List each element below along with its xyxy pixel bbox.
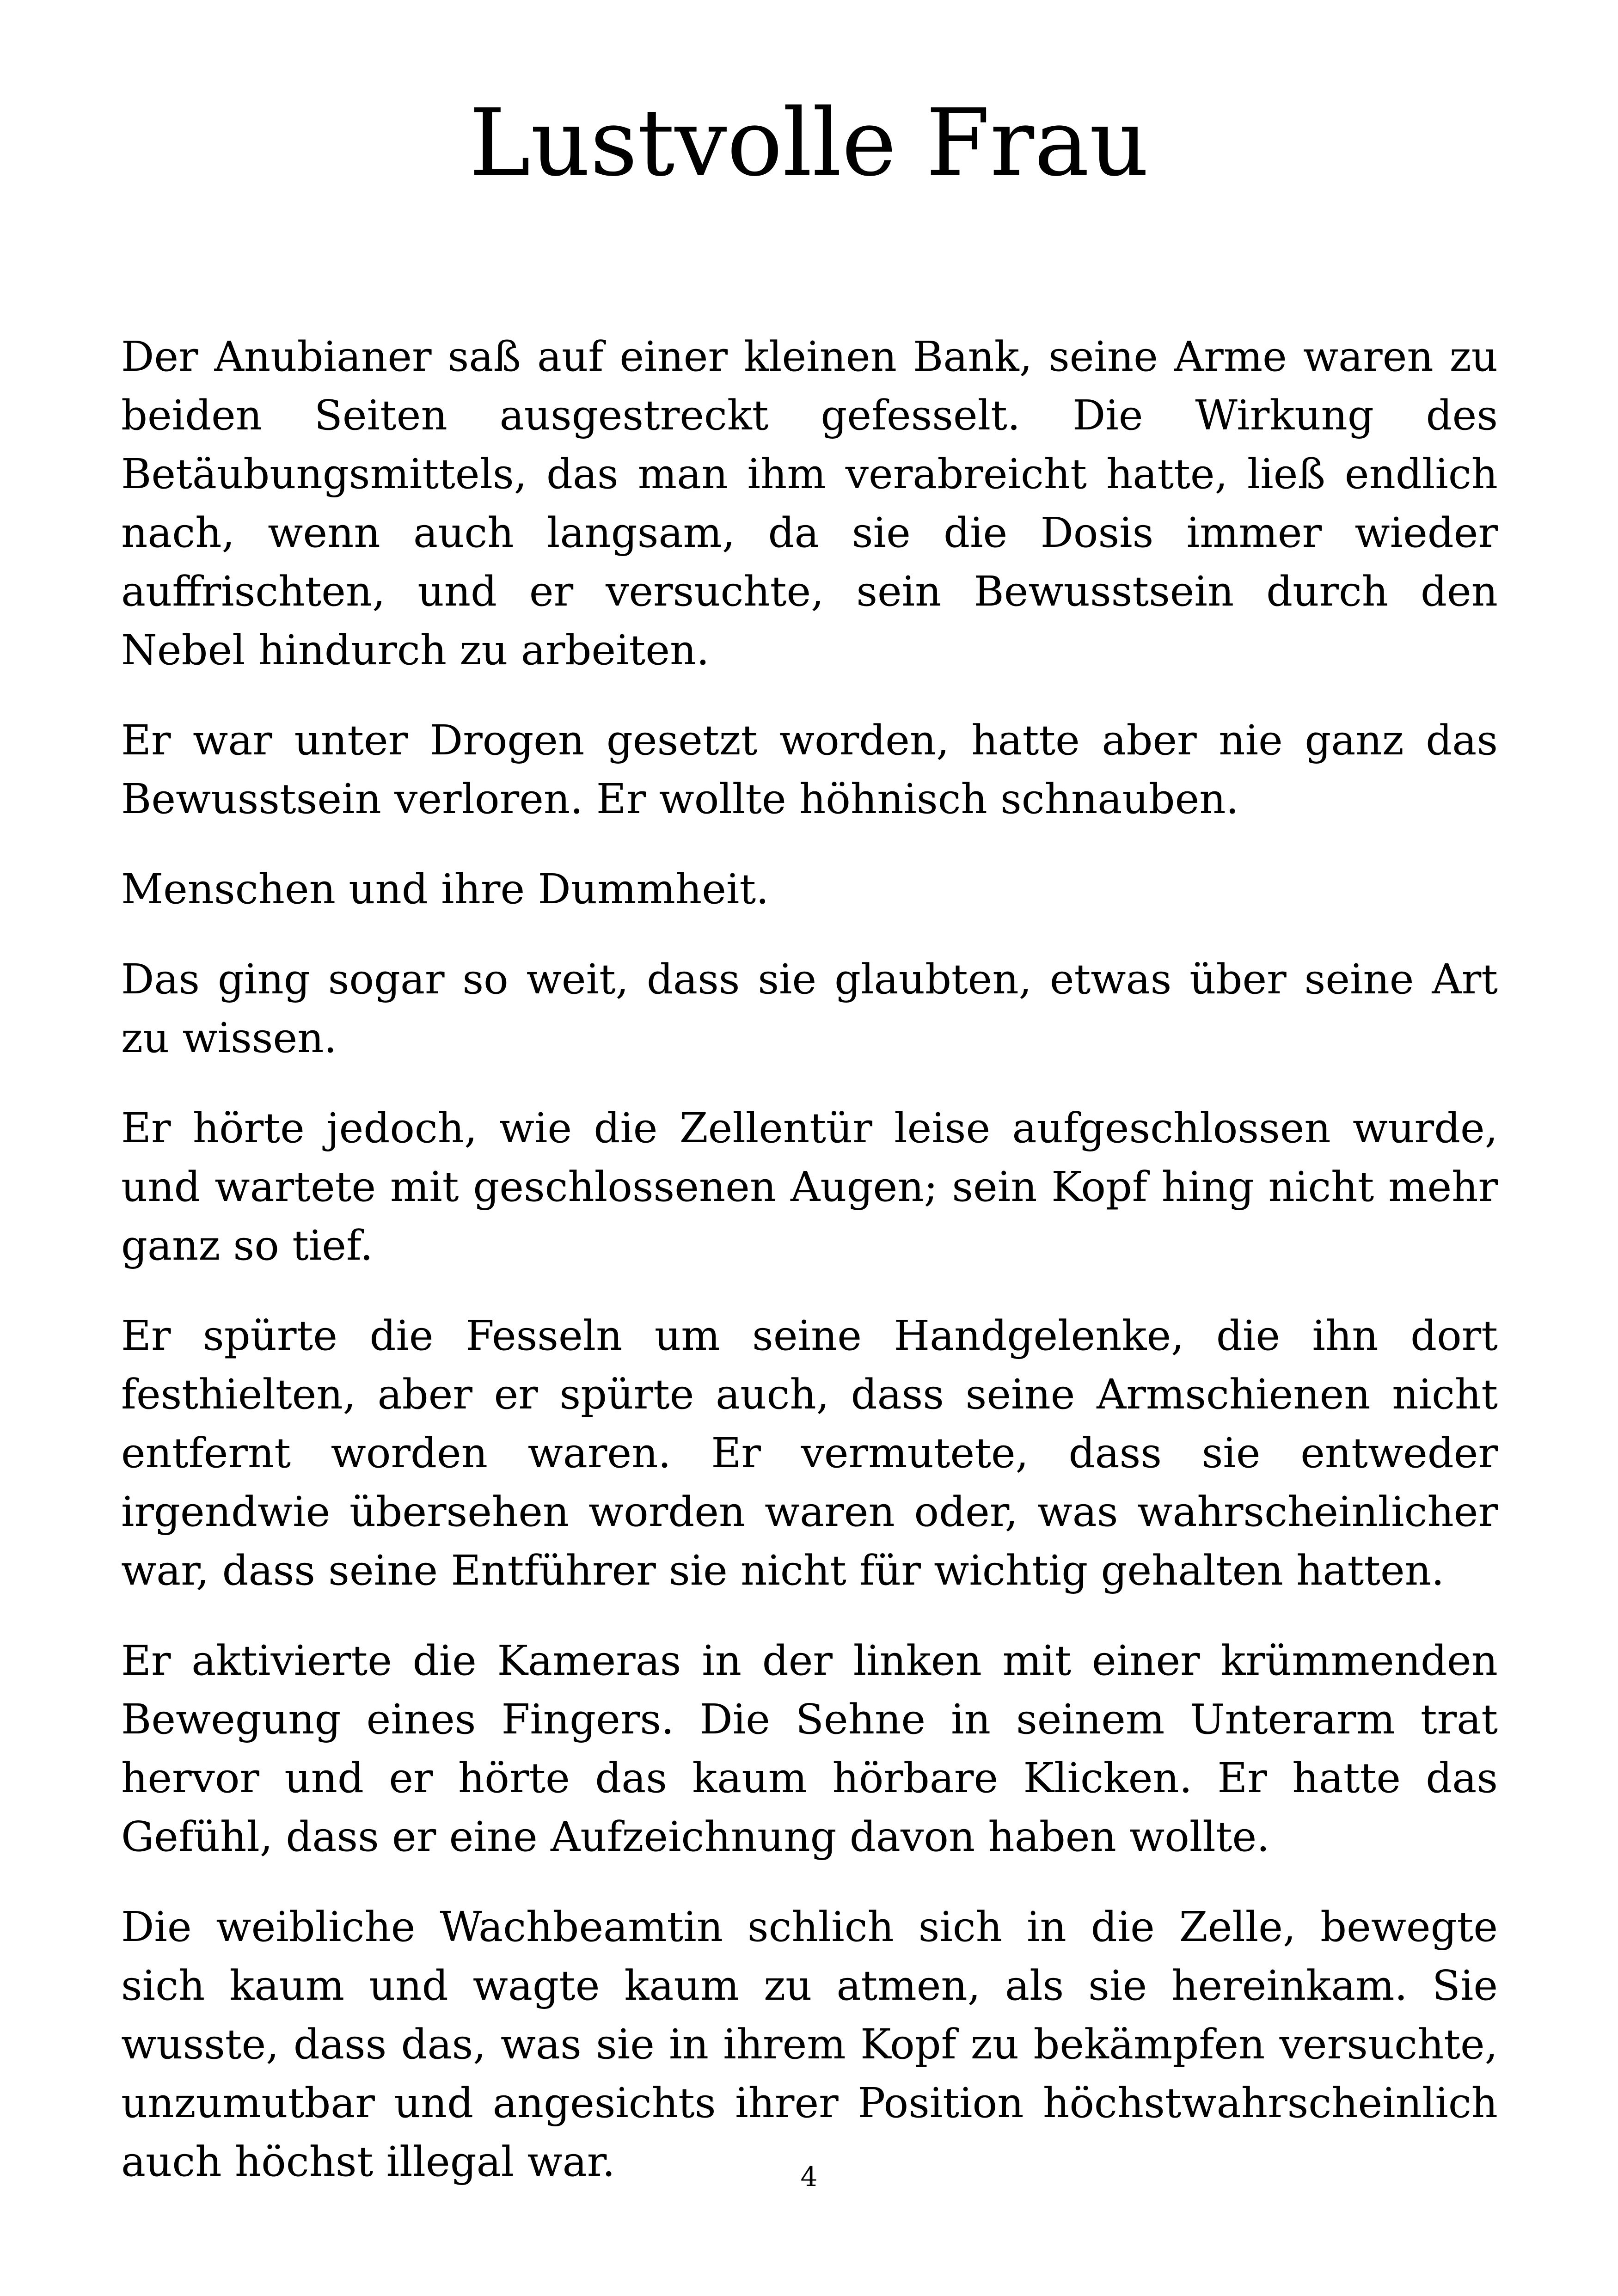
page-number: 4 — [800, 2161, 818, 2192]
paragraph: Das ging sogar so weit, dass sie glaubten, etwas über seine Art zu wissen. — [121, 955, 1498, 1062]
paragraph: Er hörte jedoch, wie die Zellentür leise aufgeschlossen wurde, und wartete mit geschlossenen Augen; sein Kopf hing nicht mehr ganz so tief. — [121, 1104, 1498, 1269]
paragraph: Er aktivierte die Kameras in der linken mit einer krümmenden Bewegung eines Fingers. Die Sehne in seinem Unterarm trat hervor und er hörte das kaum hörbare Klicken. Er hatte das Gefühl, dass er eine Aufzeichnung davon haben wollte. — [121, 1636, 1498, 1861]
paragraph: Der Anubianer saß auf einer kleinen Bank, seine Arme waren zu beiden Seiten ausgestreckt gefesselt. Die Wirkung des Betäubungsmittels, das man ihm verabreicht hatte, ließ endlich nach, wenn auch langsam, da sie die Dosis immer wieder auffrischten, und er versuchte, sein Bewusstsein durch den Nebel hindurch zu arbeiten. — [121, 332, 1498, 674]
page-title: Lustvolle Frau — [469, 89, 1149, 197]
paragraph: Menschen und ihre Dummheit. — [121, 865, 769, 913]
paragraph: Die weibliche Wachbeamtin schlich sich in die Zelle, bewegte sich kaum und wagte kaum zu atmen, als sie hereinkam. Sie wusste, dass das, was sie in ihrem Kopf zu bekämpfen versuchte, unzumutbar und angesichts ihrer Position höchstwahrscheinlich auch höchst illegal war. — [121, 1903, 1498, 2186]
paragraph: Er war unter Drogen gesetzt worden, hatte aber nie ganz das Bewusstsein verloren. Er wollte höhnisch schnauben. — [121, 716, 1498, 823]
body-text — [121, 327, 1498, 2223]
paragraph: Er spürte die Fesseln um seine Handgelenke, die ihn dort festhielten, aber er spürte auch, dass seine Armschienen nicht entfernt worden waren. Er vermutete, dass sie entweder irgendwie übersehen worden waren oder, was wahrscheinlicher war, dass seine Entführer sie nicht für wichtig gehalten hatten. — [121, 1311, 1498, 1594]
